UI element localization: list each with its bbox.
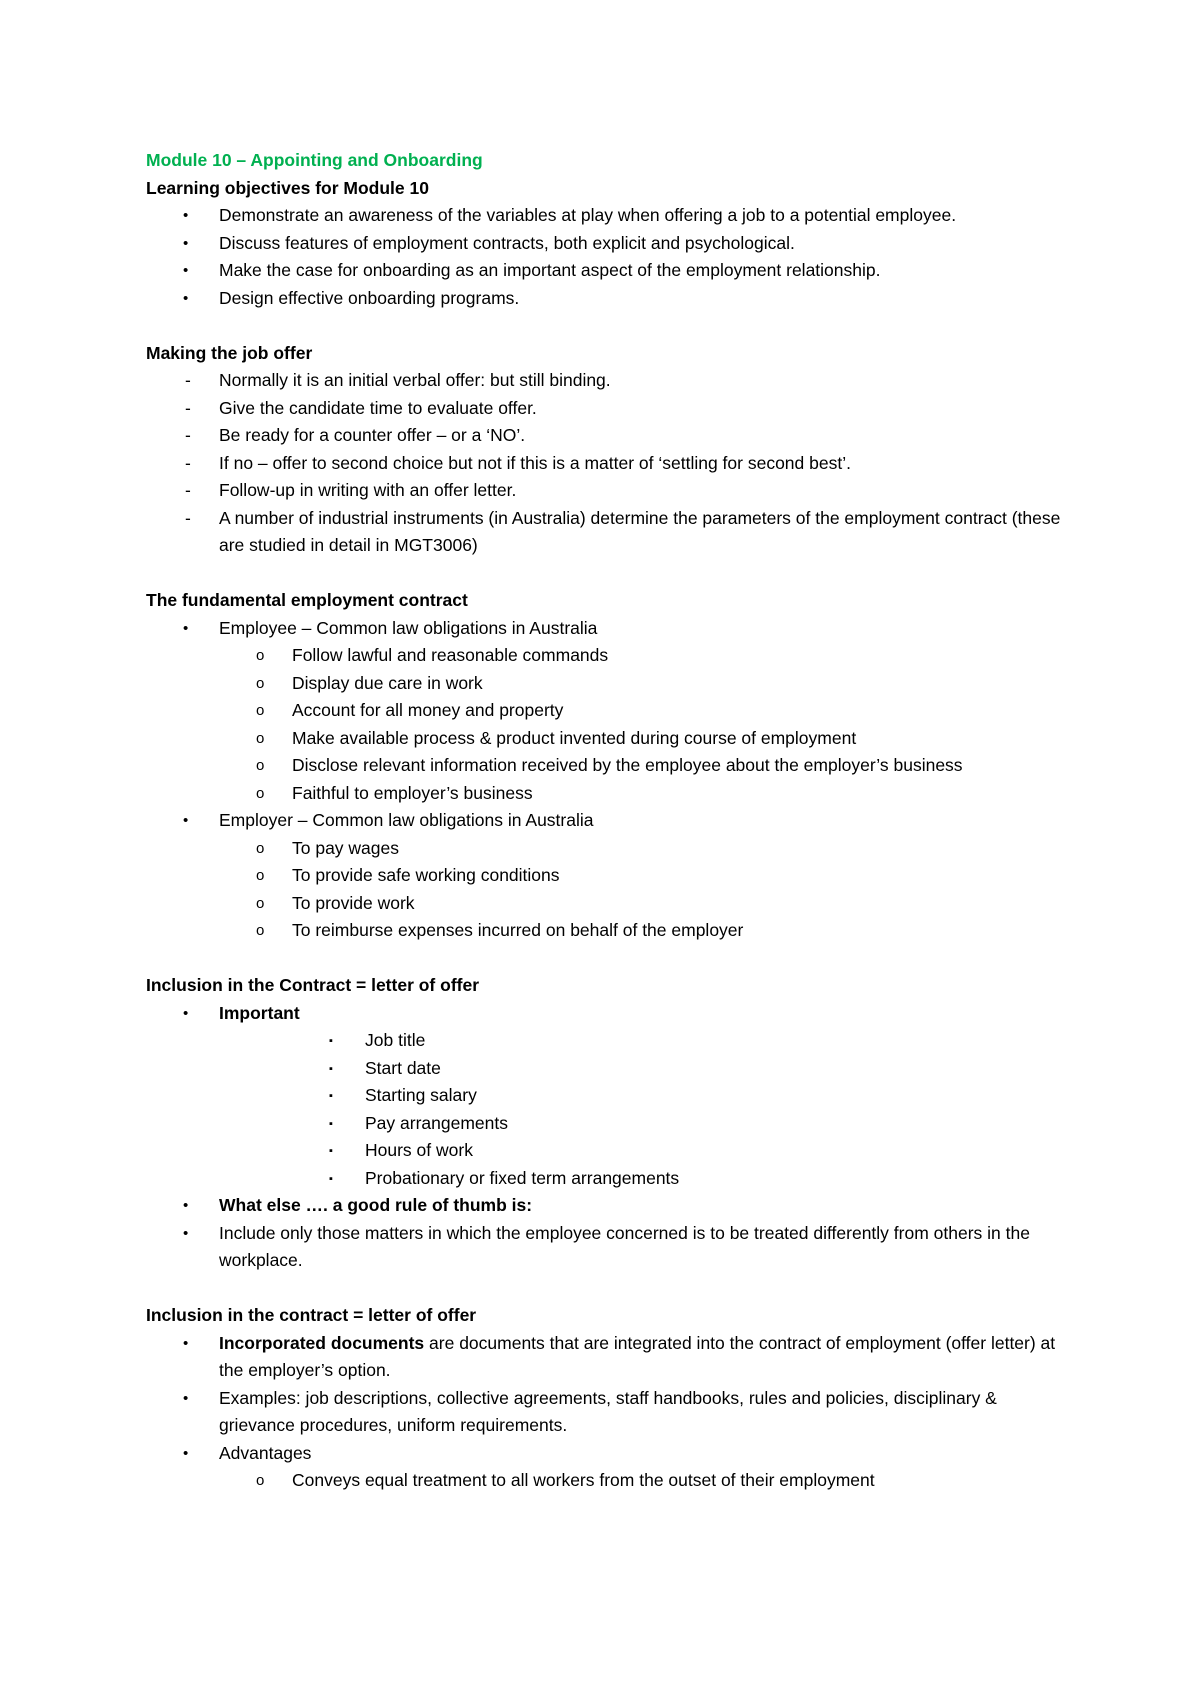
incorporated-documents-definition: are documents that are integrated into the contract of employment (offer letter) at the employer’s option. bbox=[219, 1332, 1056, 1380]
dash-marker: - bbox=[185, 370, 191, 390]
dash-marker: - bbox=[185, 480, 191, 500]
circle-marker: o bbox=[256, 757, 265, 774]
list-item bbox=[146, 917, 1076, 945]
list-item-text: To provide work bbox=[292, 892, 415, 913]
list-item-text: To pay wages bbox=[292, 837, 400, 858]
list-item bbox=[146, 862, 1076, 890]
list-item bbox=[146, 422, 1076, 450]
list-item bbox=[146, 725, 1076, 753]
inclusion-contract-heading: Inclusion in the Contract = letter of offer bbox=[146, 975, 480, 995]
list-item bbox=[146, 1192, 1076, 1220]
list-item bbox=[146, 1055, 1076, 1083]
list-item-text: To provide safe working conditions bbox=[292, 865, 560, 885]
list-item bbox=[146, 450, 1076, 478]
list-item bbox=[146, 1165, 1076, 1193]
list-item-text: Be ready for a counter offer – or a ‘NO’. bbox=[219, 425, 526, 445]
list-item-text: Probationary or fixed term arrangements bbox=[365, 1167, 680, 1188]
bullet-marker: • bbox=[183, 1224, 189, 1242]
list-item-text: Disclose relevant information received by the employee about the employer’s business bbox=[292, 755, 963, 775]
list-item bbox=[146, 1385, 1076, 1440]
list-item bbox=[146, 367, 1076, 395]
paragraph-spacer bbox=[146, 560, 1076, 588]
important-label: Important bbox=[219, 1002, 300, 1023]
bullet-marker: • bbox=[183, 1444, 189, 1462]
square-marker: ▪ bbox=[329, 1035, 333, 1047]
list-item-text: Pay arrangements bbox=[365, 1112, 508, 1133]
list-item bbox=[146, 230, 1076, 258]
circle-marker: o bbox=[256, 784, 265, 802]
list-item-text: Faithful to employer’s business bbox=[292, 782, 533, 803]
list-item bbox=[146, 752, 1076, 780]
list-item-text: Design effective onboarding programs. bbox=[219, 287, 520, 308]
inclusion-contract-list bbox=[146, 1000, 1076, 1275]
document-body bbox=[146, 147, 1076, 1495]
bullet-marker: • bbox=[183, 262, 189, 279]
list-item bbox=[146, 1110, 1076, 1138]
list-item bbox=[146, 257, 1076, 285]
list-item bbox=[146, 615, 1076, 643]
square-marker: ▪ bbox=[329, 1145, 333, 1157]
circle-marker: o bbox=[256, 894, 265, 912]
list-item bbox=[146, 1137, 1076, 1165]
circle-marker: o bbox=[256, 1472, 265, 1489]
fundamental-contract-list bbox=[146, 615, 1076, 945]
list-item-text: Make available process & product invented during course of employment bbox=[292, 727, 857, 748]
list-item-text: A number of industrial instruments (in Australia) determine the parameters of the employment contract (these are studied in detail in MGT3006) bbox=[219, 507, 1061, 555]
list-item bbox=[146, 1027, 1076, 1055]
circle-marker: o bbox=[256, 839, 265, 857]
bullet-marker: • bbox=[183, 812, 189, 829]
what-else-text: What else …. a good rule of thumb is: bbox=[219, 1195, 533, 1215]
square-marker: ▪ bbox=[329, 1090, 333, 1102]
list-item bbox=[146, 890, 1076, 918]
dash-marker: - bbox=[185, 452, 191, 473]
fundamental-contract-heading: The fundamental employment contract bbox=[146, 590, 468, 610]
list-item bbox=[146, 1082, 1076, 1110]
list-item-text: Conveys equal treatment to all workers from the outset of their employment bbox=[292, 1470, 875, 1490]
dash-marker: - bbox=[185, 507, 191, 528]
include-only-text: Include only those matters in which the employee concerned is to be treated differently from others in the workplace. bbox=[219, 1222, 1030, 1270]
list-item-text: Starting salary bbox=[365, 1085, 477, 1105]
list-item-text: Make the case for onboarding as an important aspect of the employment relationship. bbox=[219, 260, 881, 280]
list-item-text: To reimburse expenses incurred on behalf of the employer bbox=[292, 920, 744, 940]
examples-text: Examples: job descriptions, collective agreements, staff handbooks, rules and policies, disciplinary & grievance procedures, uniform requirements. bbox=[219, 1387, 997, 1435]
circle-marker: o bbox=[256, 702, 265, 719]
list-item bbox=[146, 1220, 1076, 1275]
square-marker: ▪ bbox=[329, 1117, 333, 1130]
list-item bbox=[146, 670, 1076, 698]
advantages-label: Advantages bbox=[219, 1442, 312, 1463]
inclusion-contract-list-2 bbox=[146, 1330, 1076, 1495]
circle-marker: o bbox=[256, 867, 265, 884]
list-item-text: Start date bbox=[365, 1057, 441, 1078]
paragraph-spacer bbox=[146, 312, 1076, 340]
employer-obligations-label: Employer – Common law obligations in Australia bbox=[219, 810, 594, 830]
paragraph-spacer bbox=[146, 1275, 1076, 1303]
circle-marker: o bbox=[256, 674, 265, 692]
circle-marker: o bbox=[256, 729, 265, 747]
list-item bbox=[146, 505, 1076, 560]
list-item bbox=[146, 780, 1076, 808]
bullet-marker: • bbox=[183, 1197, 189, 1214]
bullet-marker: • bbox=[183, 1389, 189, 1407]
list-item bbox=[146, 807, 1076, 835]
list-item bbox=[146, 202, 1076, 230]
job-offer-list bbox=[146, 367, 1076, 560]
list-item bbox=[146, 285, 1076, 313]
list-item bbox=[146, 477, 1076, 505]
list-item bbox=[146, 642, 1076, 670]
list-item bbox=[146, 835, 1076, 863]
circle-marker: o bbox=[256, 647, 265, 664]
document-title: Module 10 – Appointing and Onboarding bbox=[146, 150, 483, 170]
list-item-text: Follow lawful and reasonable commands bbox=[292, 645, 609, 665]
list-item bbox=[146, 395, 1076, 423]
learning-objectives-heading: Learning objectives for Module 10 bbox=[146, 177, 429, 198]
list-item-text: If no – offer to second choice but not if this is a matter of ‘settling for second best’. bbox=[219, 452, 851, 473]
job-offer-heading: Making the job offer bbox=[146, 342, 313, 363]
list-item-text: Follow-up in writing with an offer letter. bbox=[219, 480, 517, 500]
bullet-marker: • bbox=[183, 289, 189, 307]
circle-marker: o bbox=[256, 922, 265, 939]
dash-marker: - bbox=[185, 425, 191, 445]
list-item bbox=[146, 1440, 1076, 1468]
list-item-text: Discuss features of employment contracts, both explicit and psychological. bbox=[219, 232, 795, 253]
bullet-marker: • bbox=[183, 207, 189, 224]
incorporated-documents-term: Incorporated documents bbox=[219, 1332, 425, 1353]
employee-obligations-label: Employee – Common law obligations in Australia bbox=[219, 617, 598, 638]
bullet-marker: • bbox=[183, 619, 189, 637]
square-marker: ▪ bbox=[329, 1062, 333, 1075]
list-item bbox=[146, 697, 1076, 725]
bullet-marker: • bbox=[183, 234, 189, 252]
bullet-marker: • bbox=[183, 1004, 189, 1022]
list-item bbox=[146, 1330, 1076, 1385]
inclusion-contract-heading-2: Inclusion in the contract = letter of offer bbox=[146, 1305, 477, 1325]
list-item bbox=[146, 1467, 1076, 1495]
list-item-text: Job title bbox=[365, 1030, 426, 1050]
list-item-text: Account for all money and property bbox=[292, 700, 564, 720]
list-item-text: Display due care in work bbox=[292, 672, 483, 693]
list-item-text: Hours of work bbox=[365, 1140, 473, 1160]
learning-objectives-list bbox=[146, 202, 1076, 312]
bullet-marker: • bbox=[183, 1334, 189, 1352]
list-item-text: Demonstrate an awareness of the variables at play when offering a job to a potential employee. bbox=[219, 205, 957, 225]
square-marker: ▪ bbox=[329, 1172, 333, 1185]
dash-marker: - bbox=[185, 397, 191, 418]
list-item-text: Give the candidate time to evaluate offer. bbox=[219, 397, 537, 418]
list-item-text: Normally it is an initial verbal offer: but still binding. bbox=[219, 370, 611, 390]
paragraph-spacer bbox=[146, 945, 1076, 973]
list-item bbox=[146, 1000, 1076, 1028]
